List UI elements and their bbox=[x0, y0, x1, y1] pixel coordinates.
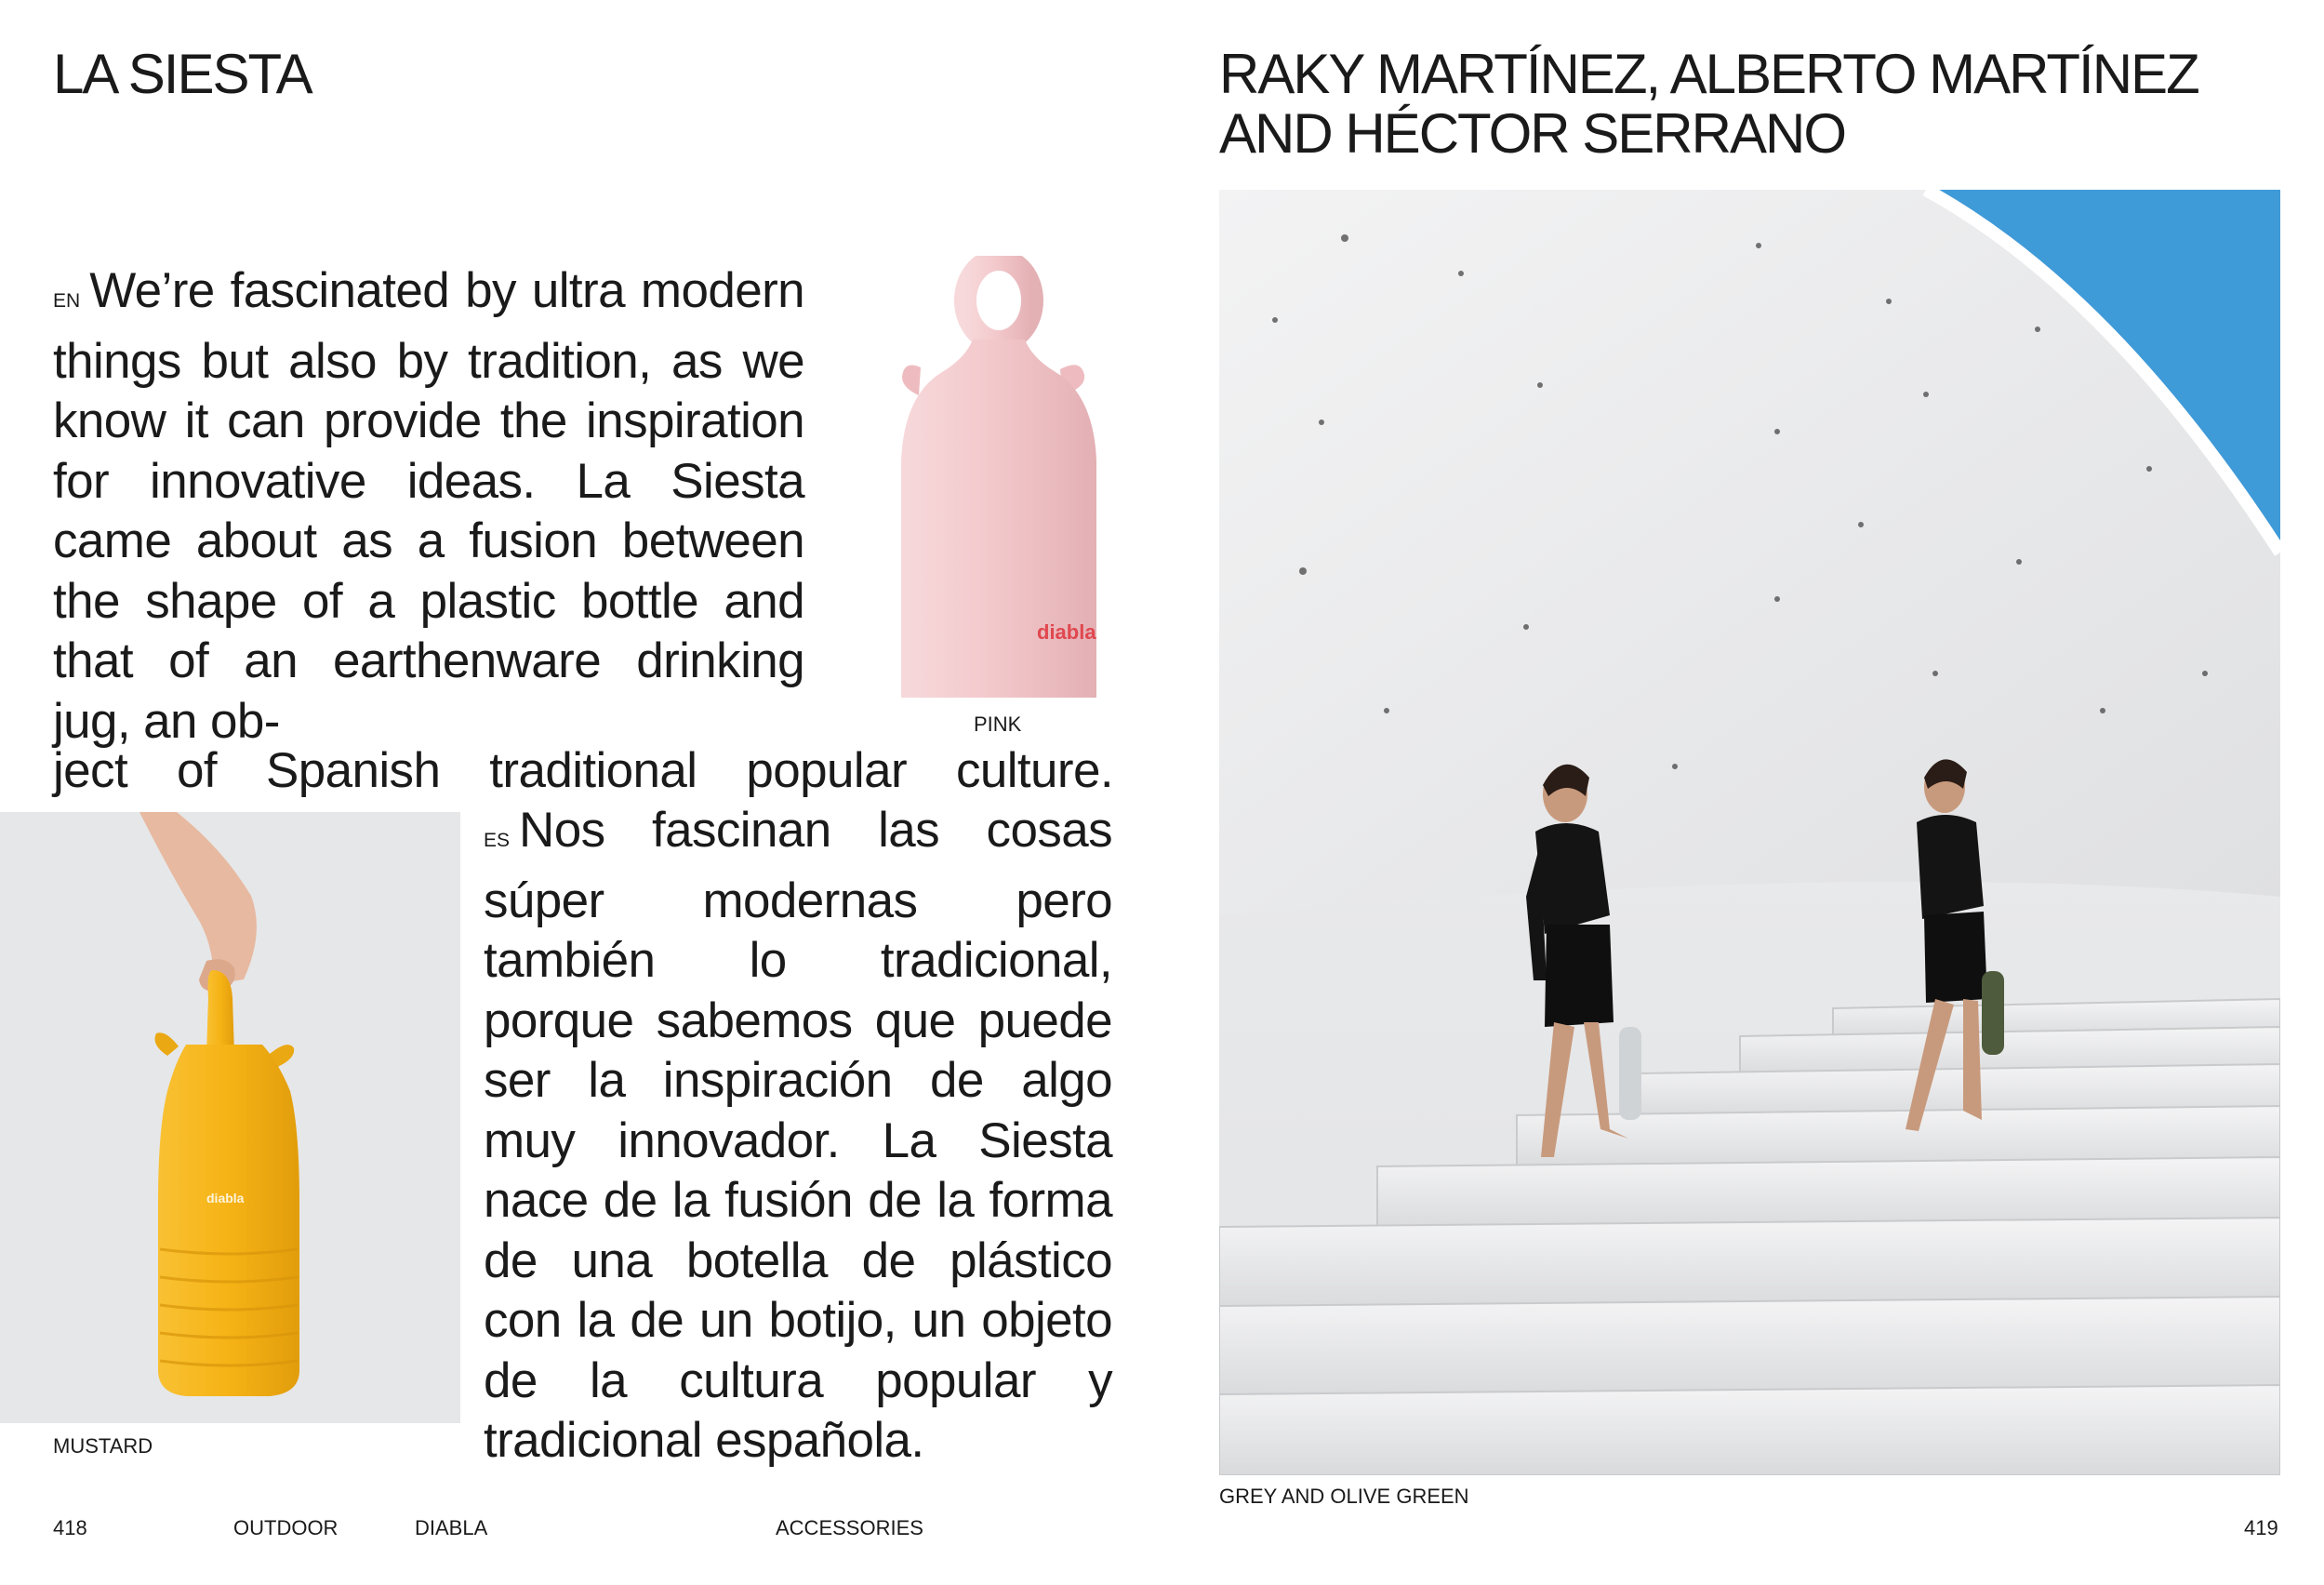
mustard-caption: MUSTARD bbox=[53, 1434, 153, 1458]
english-text-last-line: ject of Spanish traditional popular culture. bbox=[53, 743, 1113, 798]
right-page-number: 419 bbox=[2244, 1516, 2278, 1539]
pink-jug-logo: diabla bbox=[1037, 620, 1096, 644]
footer-brand: DIABLA bbox=[415, 1516, 488, 1539]
designers-title bbox=[1219, 45, 2198, 164]
english-text-block bbox=[53, 261, 804, 752]
stairs-scene-photo bbox=[1219, 190, 2280, 1475]
mustard-jug-logo: diabla bbox=[206, 1191, 245, 1205]
footer-category: ACCESSORIES bbox=[776, 1516, 923, 1539]
stairs-scene-illustration bbox=[1219, 190, 2280, 1475]
page-title-la-siesta: LA SIESTA bbox=[53, 43, 312, 105]
designers-title-line2: AND HÉCTOR SERRANO bbox=[1219, 102, 1845, 165]
en-language-label: EN bbox=[53, 290, 81, 312]
photo-caption: GREY AND OLIVE GREEN bbox=[1219, 1485, 1469, 1508]
mustard-jug-illustration bbox=[0, 812, 460, 1423]
es-language-label: ES bbox=[484, 830, 511, 851]
pink-jug-image bbox=[893, 256, 1105, 702]
left-page-number: 418 bbox=[53, 1516, 87, 1539]
spanish-text: Nos fascinan las cosas súper modernas pero también lo tradicional, porque sabemos que puede ser la inspiración de algo muy innovador. La Siesta nace de la fusión de la forma de una botella de plástico con la de un botijo, un objeto de la cultura popular y tradicional española. bbox=[484, 803, 1112, 1468]
designers-title-line1: RAKY MARTÍNEZ, ALBERTO MARTÍNEZ bbox=[1219, 43, 2198, 105]
pink-caption: PINK bbox=[974, 713, 1022, 736]
spanish-text-block bbox=[484, 801, 1112, 1472]
mustard-jug-photo bbox=[0, 812, 460, 1423]
footer-section: OUTDOOR bbox=[233, 1516, 339, 1539]
english-text: We’re fascinated by ultra modern things but also by tradition, as we know it can provide the inspiration for innovative ideas. La Siesta came about as a fusion between the shape of a plastic bottle and that of an earthenware drinking jug, an ob- bbox=[53, 263, 804, 749]
